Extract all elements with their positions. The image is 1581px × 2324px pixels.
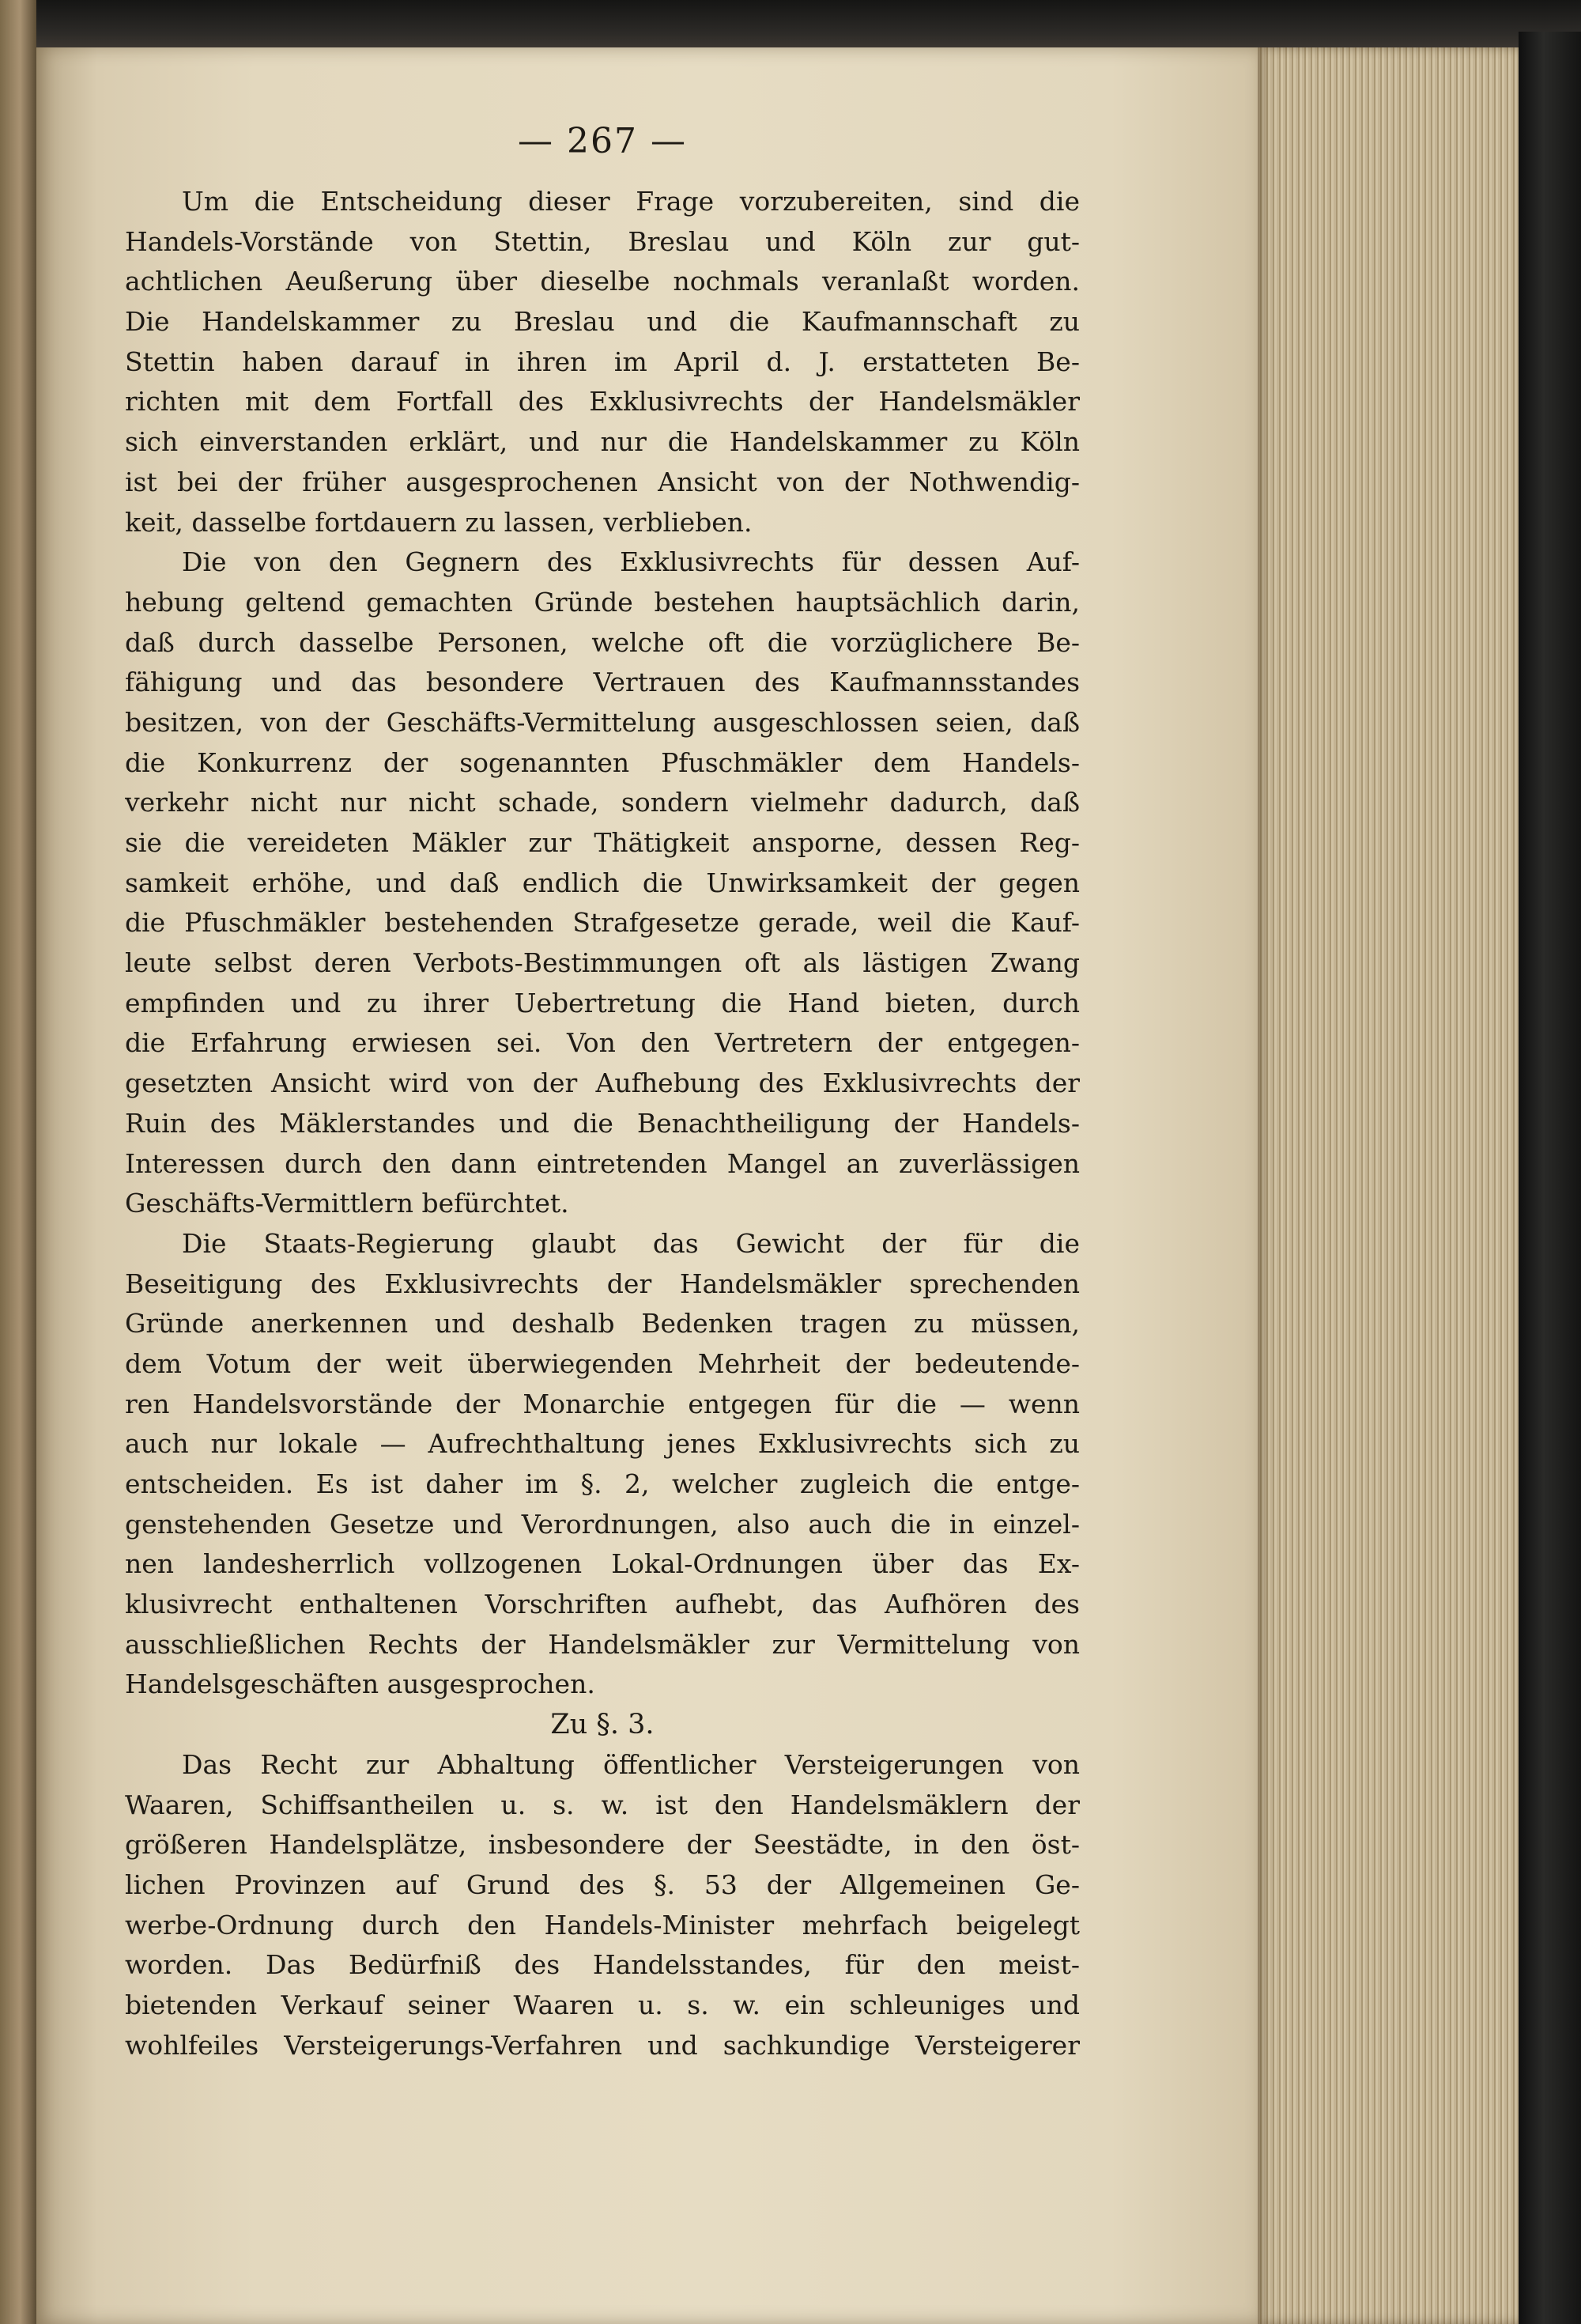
text-line: klusivrecht enthaltenen Vorschriften aufhebt, das Aufhören des [125, 1589, 1080, 1620]
text-line: dem Votum der weit überwiegenden Mehrheit der bedeutende- [125, 1347, 1080, 1379]
text-line: entscheiden. Es ist daher im §. 2, welcher zugleich die entge- [125, 1468, 1080, 1499]
page-text [125, 119, 1080, 2065]
text-line: Beseitigung des Exklusivrechts der Handelsmäkler sprechenden [125, 1268, 1080, 1299]
text-line: fähigung und das besondere Vertrauen des Kaufmannsstandes [125, 667, 1080, 698]
text-line: Stettin haben darauf in ihren im April d. J. erstatteten Be- [125, 346, 1080, 377]
text-line: nen landesherrlich vollzogenen Lokal-Ordnungen über das Ex- [125, 1548, 1080, 1580]
text-line: bietenden Verkauf seiner Waaren u. s. w. ein schleuniges und [125, 1989, 1080, 2020]
text-line: ausschließlichen Rechts der Handelsmäkler zur Vermittelung von [125, 1628, 1080, 1660]
text-line: werbe-Ordnung durch den Handels-Minister mehrfach beigelegt [125, 1909, 1080, 1940]
text-line: hebung geltend gemachten Gründe bestehen hauptsächlich darin, [125, 586, 1080, 618]
text-line: samkeit erhöhe, und daß endlich die Unwirksamkeit der gegen [125, 867, 1080, 898]
text-line: daß durch dasselbe Personen, welche oft die vorzüglichere Be- [125, 626, 1080, 658]
text-line: gesetzten Ansicht wird von der Aufhebung des Exklusivrechts der [125, 1068, 1080, 1099]
text-line: Waaren, Schiffsantheilen u. s. w. ist den Handelsmäklern der [125, 1789, 1080, 1820]
text-line: Geschäfts-Vermittlern befürchtet. [125, 1188, 569, 1219]
text-line: ist bei der früher ausgesprochenen Ansicht von der Nothwendig- [125, 466, 1080, 497]
text-line: genstehenden Gesetze und Verordnungen, also auch die in einzel- [125, 1508, 1080, 1540]
text-line: leute selbst deren Verbots-Bestimmungen oft als lästigen Zwang [125, 947, 1080, 979]
text-line: größeren Handelsplätze, insbesondere der Seestädte, in den öst- [125, 1829, 1080, 1861]
text-line: ren Handelsvorstände der Monarchie entgegen für die — wenn [125, 1388, 1080, 1419]
text-line: richten mit dem Fortfall des Exklusivrechts der Handelsmäkler [125, 386, 1080, 418]
text-line: Ruin des Mäklerstandes und die Benachtheiligung der Handels- [125, 1107, 1080, 1139]
text-line: lichen Provinzen auf Grund des §. 53 der Allgemeinen Ge- [125, 1869, 1080, 1900]
text-line: Die Handelskammer zu Breslau und die Kaufmannschaft zu [125, 306, 1080, 338]
text-line: Die Staats-Regierung glaubt das Gewicht der für die [182, 1227, 1080, 1259]
page-number: — 267 — [518, 121, 687, 161]
text-line: Gründe anerkennen und deshalb Bedenken tragen zu müssen, [125, 1308, 1080, 1340]
text-line: keit, dasselbe fortdauern zu lassen, verblieben. [125, 506, 753, 538]
text-line: Um die Entscheidung dieser Frage vorzubereiten, sind die [182, 186, 1080, 217]
book-cover-top [36, 0, 1581, 47]
text-line: auch nur lokale — Aufrechthaltung jenes Exklusivrechts sich zu [125, 1428, 1080, 1460]
text-line: Interessen durch den dann eintretenden Mangel an zuverlässigen [125, 1147, 1080, 1179]
text-line: worden. Das Bedürfniß des Handelsstandes, für den meist- [125, 1949, 1080, 1981]
text-line: sich einverstanden erklärt, und nur die Handelskammer zu Köln [125, 426, 1080, 458]
text-line: Das Recht zur Abhaltung öffentlicher Versteigerungen von [182, 1748, 1080, 1780]
text-line: wohlfeiles Versteigerungs-Verfahren und sachkundige Versteigerer [125, 2029, 1080, 2061]
text-line: die Pfuschmäkler bestehenden Strafgesetze gerade, weil die Kauf- [125, 907, 1080, 939]
text-line: die Erfahrung erwiesen sei. Von den Vertretern der entgegen- [125, 1027, 1080, 1059]
text-line: achtlichen Aeußerung über dieselbe nochmals veranlaßt worden. [125, 266, 1080, 297]
previous-page-edge [0, 0, 36, 2324]
page-block-edges [1258, 47, 1519, 2324]
text-line: Handels-Vorstände von Stettin, Breslau und Köln zur gut- [125, 225, 1080, 257]
section-heading: Zu §. 3. [550, 1709, 655, 1741]
text-line: Handelsgeschäften ausgesprochen. [125, 1668, 595, 1700]
text-line: sie die vereideten Mäkler zur Thätigkeit ansporne, dessen Reg- [125, 827, 1080, 858]
text-line: Die von den Gegnern des Exklusivrechts für dessen Auf- [182, 546, 1080, 578]
book-cover-right [1519, 32, 1581, 2324]
text-line: die Konkurrenz der sogenannten Pfuschmäkler dem Handels- [125, 746, 1080, 778]
text-line: verkehr nicht nur nicht schade, sondern vielmehr dadurch, daß [125, 787, 1080, 818]
text-line: besitzen, von der Geschäfts-Vermittelung ausgeschlossen seien, daß [125, 706, 1080, 738]
text-line: empfinden und zu ihrer Uebertretung die Hand bieten, durch [125, 987, 1080, 1018]
